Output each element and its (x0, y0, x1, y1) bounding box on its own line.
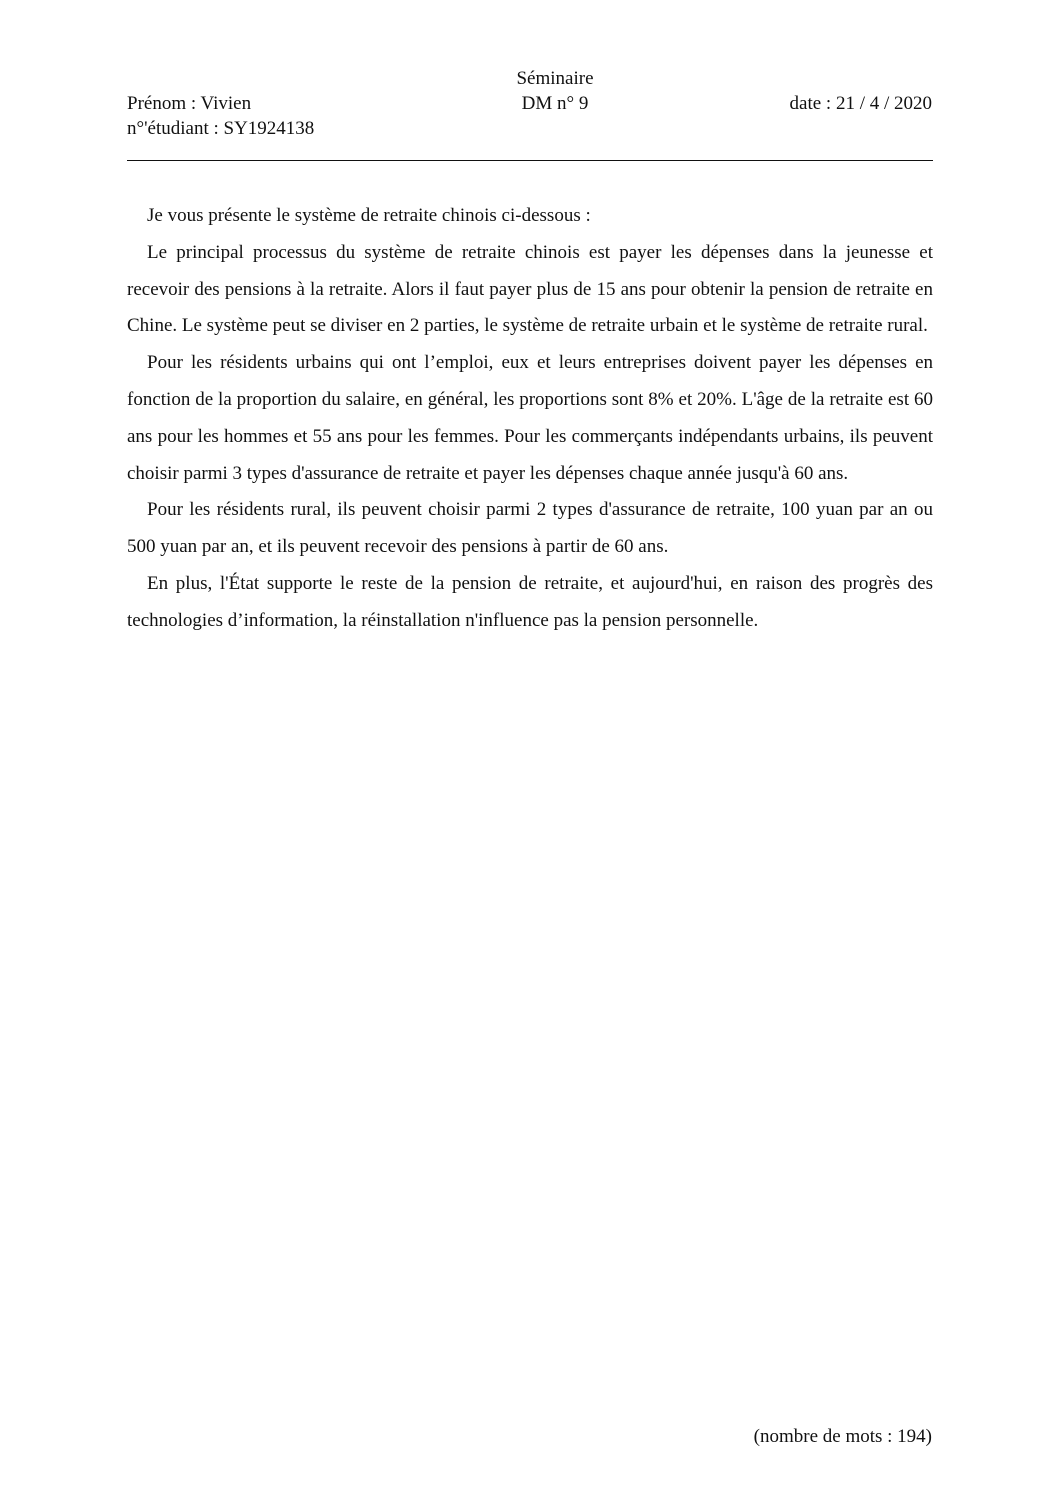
paragraph: Je vous présente le système de retraite chinois ci-dessous : (147, 205, 591, 226)
student-id: n°'étudiant : SY1924138 (127, 118, 315, 139)
paragraph: Le principal processus du système de retraite chinois est payer les dépenses dans la jeunesse et recevoir des pensions à la retraite. Alors il faut payer plus de 15 ans pour obtenir la pension de retraite en Chine. Le système peut se diviser en 2 parties, le système de retraite urbain et le système de retraite rural. (127, 241, 933, 337)
student-name: Prénom : Vivien (127, 93, 252, 114)
document-date: date : 21 / 4 / 2020 (789, 93, 932, 114)
assignment-number: DM n° 9 (521, 93, 589, 114)
word-count: (nombre de mots : 194) (753, 1426, 932, 1447)
course-name: Séminaire (516, 68, 594, 89)
document-body (127, 198, 933, 640)
paragraph: Pour les résidents urbains qui ont l’emploi, eux et leurs entreprises doivent payer les dépenses en fonction de la proportion du salaire, en général, les proportions sont 8% et 20%. L'âge de la retraite est 60 ans pour les hommes et 55 ans pour les femmes. Pour les commerçants indépendants urbains, ils peuvent choisir parmi 3 types d'assurance de retraite et payer les dépenses chaque année jusqu'à 60 ans. (127, 352, 933, 484)
assignment-title (455, 66, 655, 116)
paragraph: En plus, l'État supporte le reste de la pension de retraite, et aujourd'hui, en raison des progrès des technologies d’information, la réinstallation n'influence pas la pension personnelle. (127, 572, 933, 631)
paragraph: Pour les résidents rural, ils peuvent choisir parmi 2 types d'assurance de retraite, 100 yuan par an ou 500 yuan par an, et ils peuvent recevoir des pensions à partir de 60 ans. (127, 499, 933, 558)
student-info (127, 91, 314, 141)
header-divider (127, 160, 933, 161)
